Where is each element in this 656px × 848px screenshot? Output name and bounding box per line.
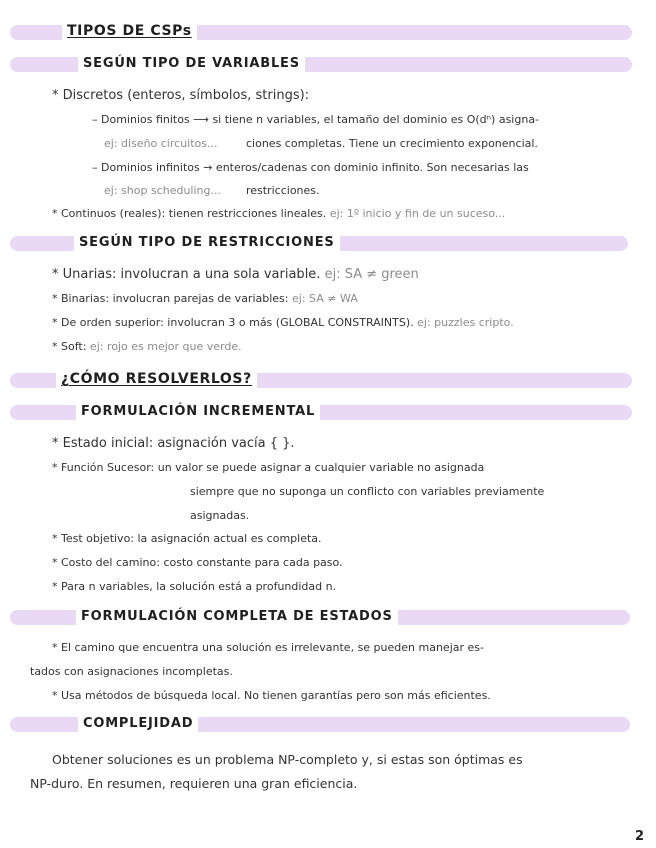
page-number: 2 [634, 829, 644, 844]
text-unarias [52, 267, 419, 282]
text-soft [52, 340, 242, 353]
example-continuos: ej: 1º inicio y fin de un suceso... [329, 207, 506, 220]
text-estado-inicial: * Estado inicial: asignación vacía { }. [52, 436, 295, 451]
text-test-objetivo: * Test objetivo: la asignación actual es completa. [52, 532, 322, 545]
example-binarias: ej: SA ≠ WA [292, 292, 358, 305]
text-orden-superior [52, 316, 514, 329]
section-title-tipos: TIPOS DE CSPs [62, 23, 197, 40]
text-soft-main: * Soft: [52, 340, 87, 353]
example-unarias: ej: SA ≠ green [324, 267, 419, 282]
subsection-title-variables: SEGÚN TIPO DE VARIABLES [78, 56, 305, 72]
text-continuos [52, 207, 505, 220]
text-funcion-sucesor-cont2: asignadas. [190, 509, 250, 522]
text-complejidad-cont: NP-duro. En resumen, requieren una gran eficiencia. [30, 776, 358, 791]
subsection-title-restricciones: SEGÚN TIPO DE RESTRICCIONES [74, 235, 340, 251]
text-dominios-finitos: – Dominios finitos ⟶ si tiene n variables, el tamaño del dominio es O(dⁿ) asigna- [92, 113, 540, 126]
text-unarias-main: * Unarias: involucran a una sola variable. [52, 267, 321, 282]
text-dominios-finitos-cont: ciones completas. Tiene un crecimiento exponencial. [246, 137, 538, 150]
example-diseno-circuitos: ej: diseño circuitos... [104, 137, 218, 150]
subsection-title-completa: FORMULACIÓN COMPLETA DE ESTADOS [76, 609, 398, 625]
subsection-title-incremental: FORMULACIÓN INCREMENTAL [76, 404, 320, 420]
text-dominios-infinitos: – Dominios infinitos → enteros/cadenas con dominio infinito. Son necesarias las [92, 161, 529, 174]
text-continuos-main: * Continuos (reales): tienen restricciones lineales. [52, 207, 327, 220]
text-funcion-sucesor: * Función Sucesor: un valor se puede asignar a cualquier variable no asignada [52, 461, 485, 474]
text-camino-irrelevante: * El camino que encuentra una solución es irrelevante, se pueden manejar es- [52, 641, 484, 654]
text-funcion-sucesor-cont: siempre que no suponga un conflicto con variables previamente [190, 485, 545, 498]
text-busqueda-local: * Usa métodos de búsqueda local. No tienen garantías pero son más eficientes. [52, 689, 491, 702]
section-title-como-resolver: ¿CÓMO RESOLVERLOS? [56, 371, 257, 388]
text-dominios-infinitos-cont: restricciones. [246, 184, 320, 197]
subsection-title-complejidad: COMPLEJIDAD [78, 716, 198, 732]
text-complejidad: Obtener soluciones es un problema NP-completo y, si estas son óptimas es [52, 752, 523, 767]
text-binarias-main: * Binarias: involucran parejas de variables: [52, 292, 289, 305]
text-orden-superior-main: * De orden superior: involucran 3 o más (GLOBAL CONSTRAINTS). [52, 316, 414, 329]
text-n-variables: * Para n variables, la solución está a profundidad n. [52, 580, 337, 593]
text-discretos: * Discretos (enteros, símbolos, strings): [52, 88, 310, 103]
text-binarias [52, 292, 358, 305]
text-camino-irrelevante-cont: tados con asignaciones incompletas. [30, 665, 233, 678]
example-shop-scheduling: ej: shop scheduling... [104, 184, 221, 197]
text-costo-camino: * Costo del camino: costo constante para cada paso. [52, 556, 343, 569]
example-orden-superior: ej: puzzles cripto. [417, 316, 514, 329]
example-soft: ej: rojo es mejor que verde. [89, 340, 242, 353]
